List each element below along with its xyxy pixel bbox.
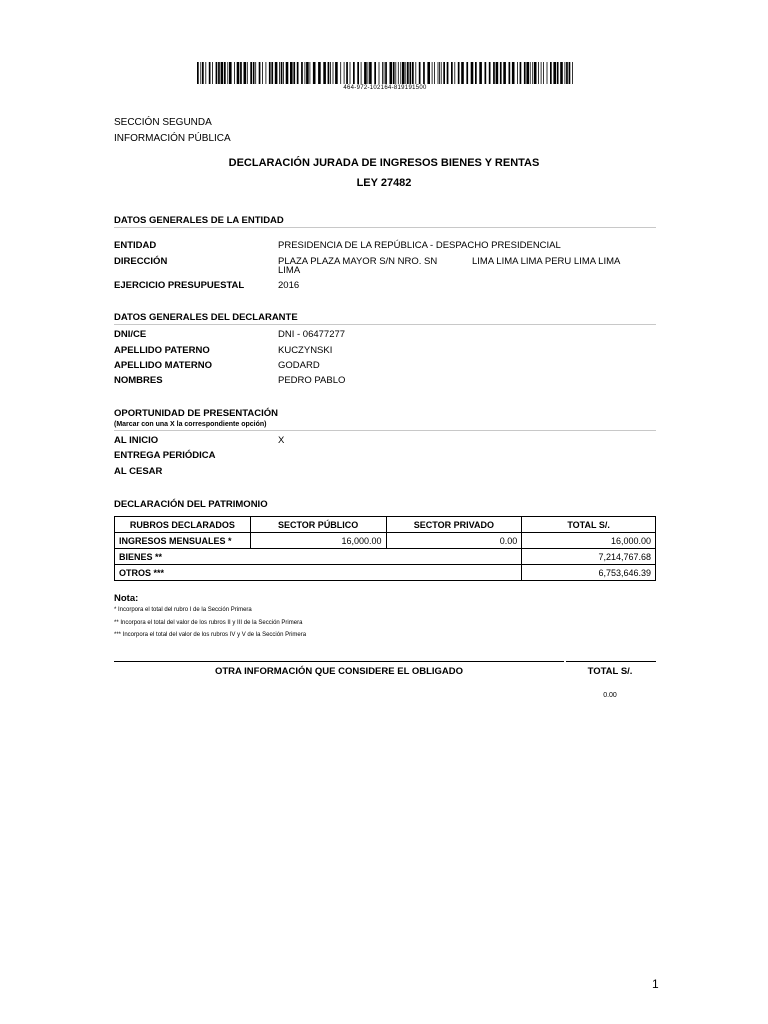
column-header: TOTAL S/. — [522, 517, 656, 533]
other-info-label: OTRA INFORMACIÓN QUE CONSIDERE EL OBLIGADO — [214, 666, 464, 677]
divider — [114, 661, 564, 662]
document-title: DECLARACIÓN JURADA DE INGRESOS BIENES Y RENTAS — [228, 157, 540, 169]
divider — [114, 324, 656, 325]
row-label: INGRESOS MENSUALES * — [115, 533, 251, 549]
divider — [114, 227, 656, 228]
dni-label: DNI/CE — [114, 329, 147, 340]
barcode-image — [197, 62, 573, 84]
page-number: 1 — [652, 977, 659, 991]
maternal-surname-value: GODARD — [278, 360, 320, 371]
notes-heading: Nota: — [114, 593, 139, 604]
address-value-extra: LIMA — [278, 265, 301, 276]
option-start-mark: X — [278, 435, 285, 446]
table-row — [115, 533, 656, 549]
total-value: 6,753,646.39 — [522, 565, 656, 581]
column-header: SECTOR PÚBLICO — [250, 517, 386, 533]
note-item: ** Incorpora el total del valor de los rubros II y III de la Sección Primera — [114, 620, 303, 626]
address-label: DIRECCIÓN — [114, 256, 168, 267]
dni-value: DNI - 06477277 — [278, 329, 346, 340]
paternal-surname-label: APELLIDO PATERNO — [114, 345, 210, 356]
column-header: SECTOR PRIVADO — [386, 517, 522, 533]
fiscal-year-value: 2016 — [278, 280, 300, 291]
barcode-number: 464-972-102164-819191500 — [343, 85, 427, 91]
patrimony-table — [114, 516, 656, 581]
other-total-label: TOTAL S/. — [587, 666, 633, 677]
address-value-city: LIMA LIMA LIMA PERU LIMA LIMA — [472, 256, 621, 267]
address-value: PLAZA PLAZA MAYOR S/N NRO. SN — [278, 256, 438, 267]
option-periodic-label: ENTREGA PERIÓDICA — [114, 450, 216, 461]
entity-value: PRESIDENCIA DE LA REPÚBLICA - DESPACHO PRESIDENCIAL — [278, 240, 561, 251]
paternal-surname-value: KUCZYNSKI — [278, 345, 333, 356]
declarant-heading: DATOS GENERALES DEL DECLARANTE — [114, 312, 298, 323]
names-value: PEDRO PABLO — [278, 375, 346, 386]
divider — [114, 430, 656, 431]
total-value: 16,000.00 — [522, 533, 656, 549]
table-header-row — [115, 517, 656, 533]
total-value: 7,214,767.68 — [522, 549, 656, 565]
entity-label: ENTIDAD — [114, 240, 157, 251]
divider — [566, 661, 656, 662]
private-sector-value: 0.00 — [386, 533, 522, 549]
maternal-surname-label: APELLIDO MATERNO — [114, 360, 212, 371]
patrimony-heading: DECLARACIÓN DEL PATRIMONIO — [114, 499, 268, 510]
section-label: SECCIÓN SEGUNDA — [114, 117, 212, 128]
subsection-label: INFORMACIÓN PÚBLICA — [114, 133, 231, 144]
note-item: * Incorpora el total del rubro I de la Sección Primera — [114, 607, 252, 613]
entity-heading: DATOS GENERALES DE LA ENTIDAD — [114, 215, 284, 226]
names-label: NOMBRES — [114, 375, 163, 386]
fiscal-year-label: EJERCICIO PRESUPUESTAL — [114, 280, 245, 291]
other-total-value: 0.00 — [603, 692, 617, 699]
option-end-label: AL CESAR — [114, 466, 163, 477]
row-label: OTROS *** — [115, 565, 522, 581]
column-header: RUBROS DECLARADOS — [115, 517, 251, 533]
table-row — [115, 565, 656, 581]
note-item: *** Incorpora el total del valor de los rubros IV y V de la Sección Primera — [114, 632, 307, 638]
opportunity-subheading: (Marcar con una X la correspondiente opción) — [114, 421, 267, 428]
opportunity-heading: OPORTUNIDAD DE PRESENTACIÓN — [114, 408, 278, 419]
document-law: LEY 27482 — [356, 177, 412, 189]
option-start-label: AL INICIO — [114, 435, 159, 446]
public-sector-value: 16,000.00 — [250, 533, 386, 549]
row-label: BIENES ** — [115, 549, 522, 565]
table-row — [115, 549, 656, 565]
